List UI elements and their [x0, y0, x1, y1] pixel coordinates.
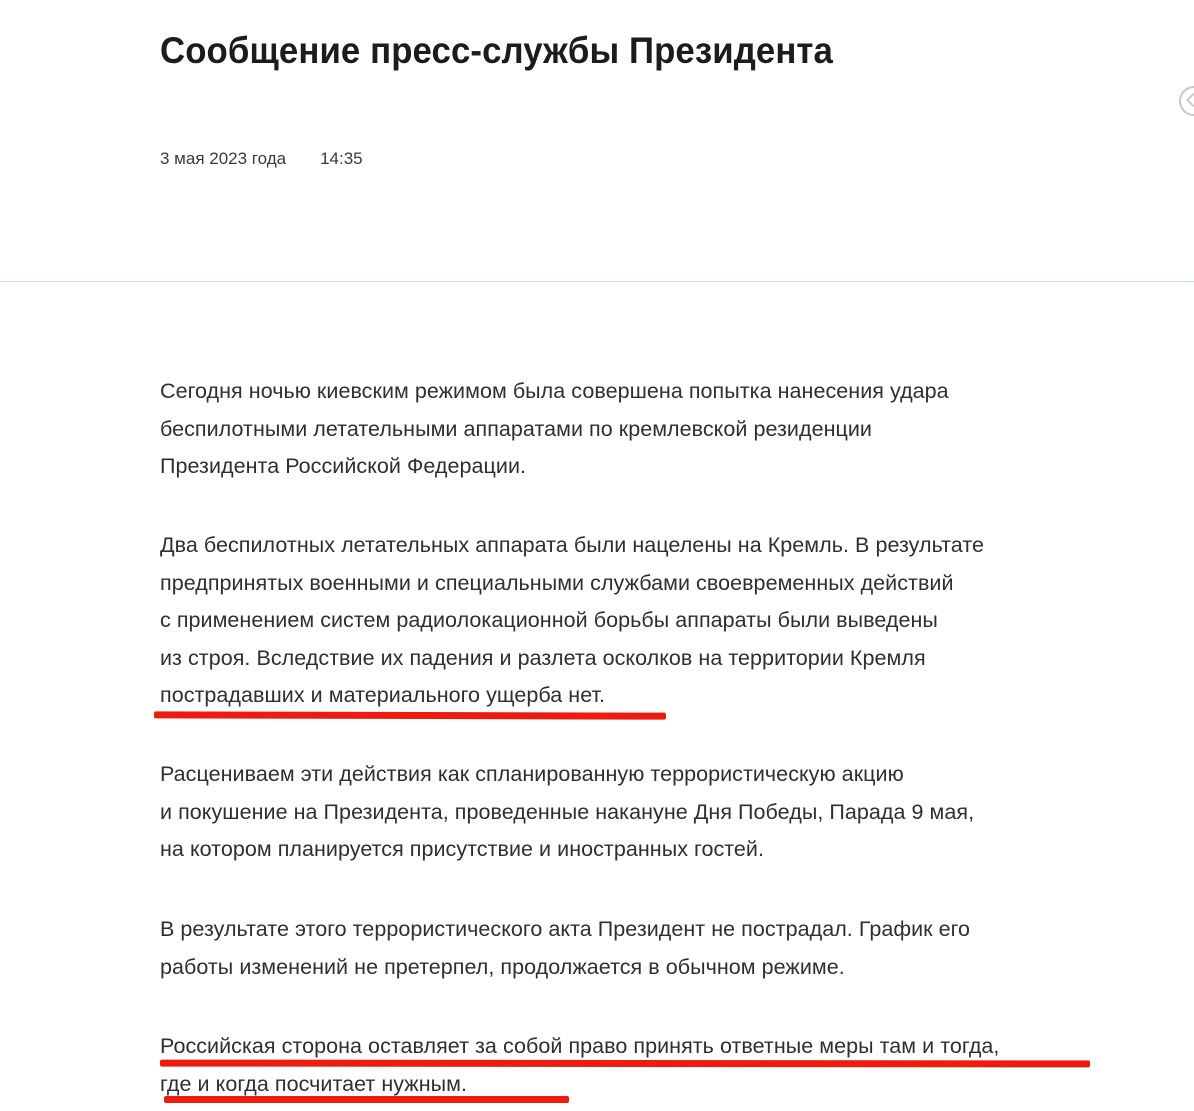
text-line: где и когда посчитает нужным. [160, 1071, 468, 1096]
paragraph-4 [160, 911, 970, 986]
text-line: Российская сторона оставляет за собой право принять ответные меры там и тогда, [160, 1034, 1000, 1058]
paragraph-1 [160, 373, 949, 486]
text-line: предпринятых военными и специальными службами своевременных действий [160, 570, 954, 595]
text-line: Два беспилотных летательных аппарата были нацелены на Кремль. В результате [160, 533, 985, 557]
paragraph-3 [160, 756, 974, 869]
text-line: Президента Российской Федерации. [160, 454, 527, 478]
publication-meta [160, 148, 363, 170]
red-underline-mark [160, 1060, 1090, 1068]
publication-time: 14:35 [320, 149, 363, 168]
header-divider [0, 281, 1194, 282]
text-line: и покушение на Президента, проведенные накануне Дня Победы, Парада 9 мая, [160, 799, 975, 824]
page-title: Сообщение пресс-службы Президента [160, 30, 833, 71]
scroll-up-icon[interactable] [1179, 86, 1194, 116]
publication-date: 3 мая 2023 года [160, 149, 287, 168]
paragraph-2 [160, 527, 984, 715]
text-line: пострадавших и материального ущерба нет. [160, 683, 606, 707]
text-line: Сегодня ночью киевским режимом была совершена попытка нанесения удара [160, 379, 949, 403]
text-line: Расцениваем эти действия как спланированную террористическую акцию [160, 762, 904, 786]
text-line: работы изменений не претерпел, продолжается в обычном режиме. [160, 954, 845, 979]
text-line: В результате этого террористического акта Президент не пострадал. График его [160, 917, 971, 941]
red-underline-mark [164, 1096, 569, 1103]
text-line: на котором планируется присутствие и иностранных гостей. [160, 837, 764, 861]
text-line: беспилотными летательными аппаратами по кремлевской резиденции [160, 416, 872, 441]
red-underline-mark [154, 711, 666, 719]
text-line: из строя. Вследствие их падения и разлета осколков на территории Кремля [160, 645, 926, 670]
text-line: с применением систем радиолокационной борьбы аппараты были выведены [160, 608, 938, 632]
